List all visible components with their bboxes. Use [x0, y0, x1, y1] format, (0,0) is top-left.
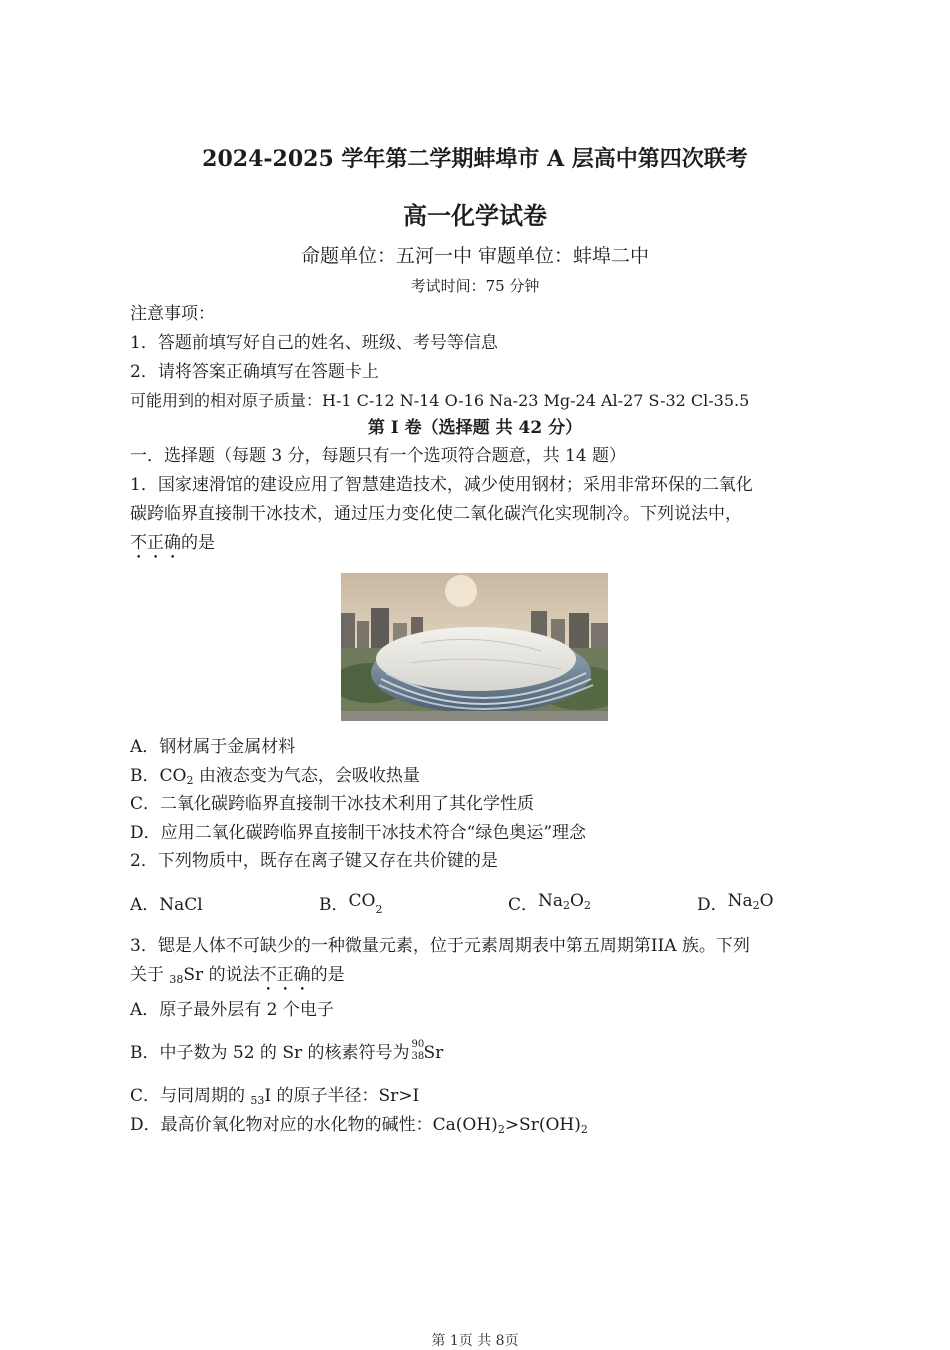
q2-option-c	[508, 891, 591, 916]
q1-option-b-sub: 2	[186, 774, 194, 787]
q1-option-c: C．二氧化碳跨临界直接制干冰技术利用了其化学性质	[130, 794, 535, 814]
q3-mass-number: 90	[411, 1039, 425, 1050]
q2-option-c-sub2: 2	[583, 899, 591, 912]
q2-option-b-label: B．	[319, 895, 349, 915]
q3-stem-atomic-number: 38	[169, 973, 184, 986]
q1-stem-line2: 碳跨临界直接制干冰技术，通过压力变化使二氧化碳汽化实现制冷。下列说法中，	[130, 504, 742, 524]
q3-emphasis: 不正确	[259, 965, 311, 985]
section-heading: 第 I 卷（选择题 共 42 分）	[367, 418, 583, 438]
q3-option-d-pre: D．最高价氧化物对应的水化物的碱性：Ca(OH)	[130, 1115, 498, 1135]
q3-option-c	[130, 1085, 419, 1107]
q3-option-c-sub: 53	[250, 1094, 265, 1107]
q2-option-c-label: C．	[508, 895, 539, 915]
q2-option-d-label: D．	[697, 895, 728, 915]
q3-proton-number: 38	[411, 1051, 425, 1062]
exam-time: 考试时间：75 分钟	[410, 277, 540, 295]
exam-subtitle: 高一化学试卷	[403, 201, 547, 230]
q3-stem-pre: 关于	[130, 965, 170, 985]
q3-option-a: A．原子最外层有 2 个电子	[130, 1000, 334, 1020]
q1-tail: 的是	[181, 533, 215, 553]
q2-option-b	[319, 891, 383, 916]
q2-option-d-o: O	[759, 891, 774, 911]
q2-option-a: A．NaCl	[130, 895, 203, 915]
q2-option-b-formula: CO	[348, 891, 376, 911]
q3-option-c-pre: C．与同周期的	[130, 1086, 251, 1106]
q3-option-d-sub1: 2	[497, 1123, 505, 1136]
q2-option-c-sub1: 2	[563, 899, 571, 912]
q2-stem: 2．下列物质中，既存在离子键又存在共价键的是	[130, 851, 498, 871]
q2-option-c-na: Na	[538, 891, 564, 911]
page-footer: 第 1页 共 8页	[431, 1333, 519, 1349]
q1-option-a: A．钢材属于金属材料	[130, 737, 296, 757]
exam-title: 2024-2025 学年第二学期蚌埠市 A 层高中第四次联考	[202, 146, 748, 172]
q2-option-d-na: Na	[727, 891, 753, 911]
q3-option-d	[130, 1114, 588, 1136]
q1-option-b-pre: B．CO	[130, 766, 187, 786]
q1-stem-line3	[130, 532, 215, 563]
q1-option-b-post: 由液态变为气态，会吸收热量	[193, 766, 420, 786]
part-intro: 一．选择题（每题 3 分，每题只有一个选项符合题意，共 14 题）	[130, 446, 627, 466]
notes-heading: 注意事项：	[130, 304, 215, 324]
q1-option-d: D．应用二氧化碳跨临界直接制干冰技术符合“绿色奥运”理念	[130, 823, 587, 843]
q3-tail: 的是	[310, 965, 345, 985]
q2-option-b-sub: 2	[375, 903, 383, 916]
q3-nuclide-numbers	[410, 1039, 425, 1064]
q1-stem-line1: 1．国家速滑馆的建设应用了智慧建造技术，减少使用钢材；采用非常环保的二氧化	[130, 475, 753, 495]
speed-skating-oval-photo	[341, 573, 608, 721]
q3-option-c-post: I 的原子半径：Sr>I	[264, 1086, 420, 1106]
q3-stem-mid: Sr 的说法	[183, 965, 260, 985]
q2-option-d	[697, 891, 774, 916]
q3-stem-line2	[130, 964, 345, 995]
q3-option-d-mid: >Sr(OH)	[504, 1115, 581, 1135]
q3-stem-line1: 3．锶是人体不可缺少的一种微量元素，位于元素周期表中第五周期第IIA 族。下列	[130, 936, 750, 956]
atomic-masses: 可能用到的相对原子质量：H-1 C-12 N-14 O-16 Na-23 Mg-24 Al-27 S-32 Cl-35.5	[130, 391, 750, 410]
note-item-1: 1．答题前填写好自己的姓名、班级、考号等信息	[130, 333, 498, 353]
q3-option-b	[130, 1039, 444, 1064]
q1-emphasis: 不正确	[130, 533, 181, 553]
q3-option-d-sub2: 2	[580, 1123, 588, 1136]
q3-option-b-element: Sr	[423, 1043, 444, 1063]
q2-option-d-sub: 2	[752, 899, 760, 912]
note-item-2: 2．请将答案正确填写在答题卡上	[130, 362, 379, 382]
exam-units: 命题单位：五河一中 审题单位：蚌埠二中	[300, 245, 650, 267]
q1-option-b	[130, 765, 420, 787]
q3-option-b-pre: B．中子数为 52 的 Sr 的核素符号为	[130, 1043, 410, 1063]
q2-option-c-o: O	[570, 891, 584, 911]
